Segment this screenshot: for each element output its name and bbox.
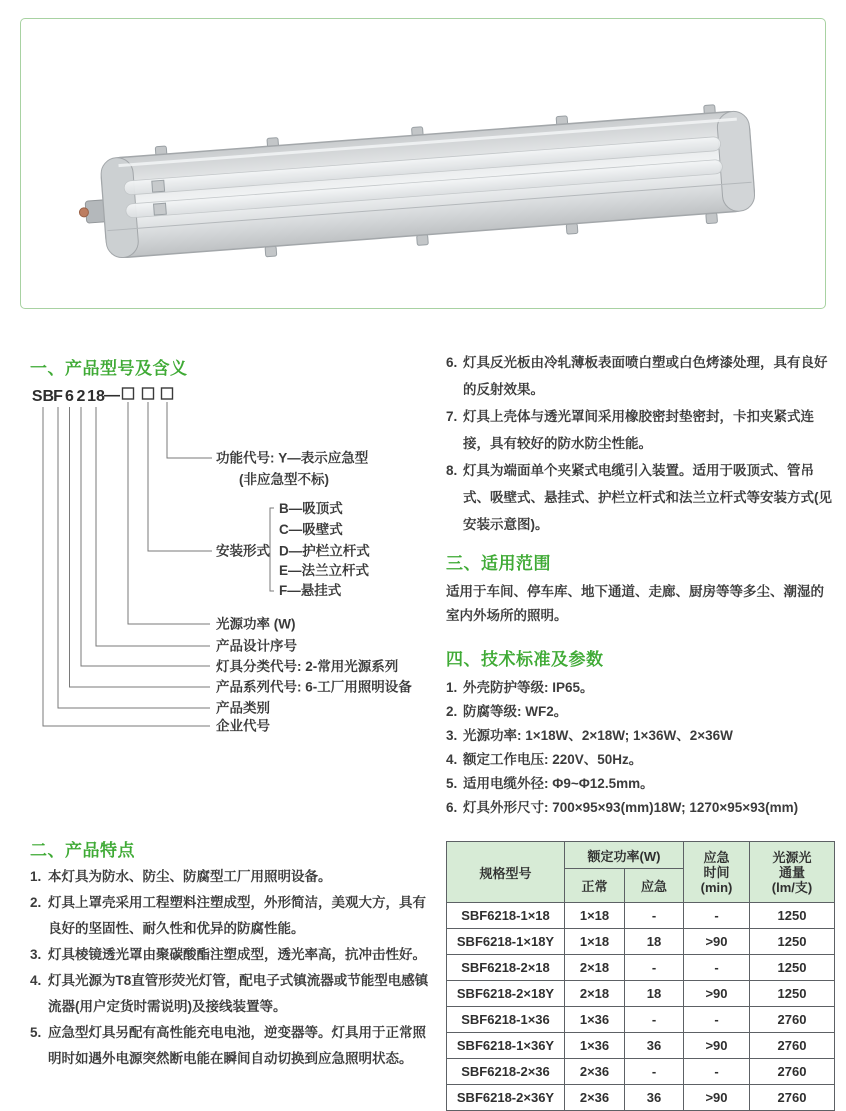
label-series: 产品系列代号: 6-工厂用照明设备	[216, 679, 412, 695]
feature-num: 5.	[30, 1025, 42, 1040]
feature-item-6	[446, 349, 832, 403]
spec-text: 外壳防护等级: IP65。	[463, 680, 594, 695]
header-line: 光源光	[772, 849, 812, 865]
cell-model: SBF6218-1×18	[447, 903, 565, 929]
scope-text: 适用于车间、停车库、地下通道、走廊、厨房等等多尘、潮湿的室内外场所的照明。	[446, 584, 824, 623]
feature-item-3	[30, 942, 432, 968]
model-box-3	[162, 388, 173, 399]
feature-text: 灯具上罩壳采用工程塑料注塑成型，外形简洁，美观大方，具有良好的坚固性、耐久性和优异的防腐性能。	[48, 895, 426, 936]
header-line: 通量	[778, 864, 805, 880]
cell-flux: 1250	[750, 903, 835, 929]
col-header-normal: 正常	[565, 869, 625, 903]
spec-table	[446, 841, 835, 1111]
model-meaning-diagram	[25, 383, 445, 751]
spec-text: 额定工作电压: 220V、50Hz。	[463, 752, 643, 767]
cell-time: >90	[684, 929, 750, 955]
cell-flux: 2760	[750, 1007, 835, 1033]
feature-num: 7.	[446, 409, 458, 424]
model-part-6: 6	[65, 388, 74, 405]
label-category: 产品类别	[216, 700, 270, 716]
section-title-specs: 四、技术标准及参数	[446, 650, 604, 669]
header-line: (lm/支)	[771, 879, 813, 895]
feature-item-2	[30, 890, 432, 942]
feature-item-4	[30, 968, 432, 1020]
spec-item-5	[446, 772, 832, 796]
cell-model: SBF6218-1×36	[447, 1007, 565, 1033]
cell-emergency: -	[625, 1059, 684, 1085]
cell-time: >90	[684, 1033, 750, 1059]
cell-normal: 2×36	[565, 1085, 625, 1111]
cell-flux: 1250	[750, 981, 835, 1007]
spec-num: 1.	[446, 680, 458, 695]
label-design: 产品设计序号	[216, 638, 297, 654]
label-class: 灯具分类代号: 2-常用光源系列	[216, 659, 399, 674]
cell-model: SBF6218-1×18Y	[447, 929, 565, 955]
spec-text: 灯具外形尺寸: 700×95×93(mm)18W; 1270×95×93(mm)	[463, 800, 799, 815]
spec-item-4	[446, 748, 832, 772]
spec-item-2	[446, 700, 832, 724]
cell-emergency: -	[625, 1007, 684, 1033]
cell-flux: 1250	[750, 929, 835, 955]
spec-text: 防腐等级: WF2。	[463, 704, 568, 719]
feature-item-7	[446, 403, 832, 457]
col-header-rated-power: 额定功率(W)	[565, 842, 684, 869]
feature-num: 4.	[30, 973, 42, 988]
spec-num: 3.	[446, 728, 458, 743]
col-header-emergency: 应急	[625, 869, 684, 903]
label-mount-option-e: E—法兰立杆式	[279, 563, 370, 578]
cell-time: -	[684, 1007, 750, 1033]
model-box-2	[143, 388, 154, 399]
section-title-features: 二、产品特点	[30, 841, 135, 860]
feature-text: 灯具为端面单个夹紧式电缆引入装置。适用于吸顶式、管吊式、吸壁式、悬挂式、护栏立杆式和法兰立杆式等安装方式(见安装示意图)。	[463, 463, 832, 532]
cell-normal: 2×18	[565, 981, 625, 1007]
label-mount-option-c: C—吸壁式	[279, 522, 343, 537]
specs-list	[446, 676, 832, 820]
label-function-note: (非应急型不标)	[239, 472, 329, 487]
feature-num: 3.	[30, 947, 42, 962]
spec-num: 5.	[446, 776, 458, 791]
feature-text: 应急型灯具另配有高性能充电电池，逆变器等。灯具用于正常照明时如遇外电源突然断电能在瞬间自动切换到应急照明状态。	[48, 1025, 426, 1066]
spec-item-1	[446, 676, 832, 700]
cell-emergency: 36	[625, 1085, 684, 1111]
label-mount: 安装形式	[216, 543, 270, 559]
label-mount-option-f: F—悬挂式	[279, 583, 342, 598]
model-dash: —	[104, 387, 120, 404]
cell-emergency: 36	[625, 1033, 684, 1059]
spec-item-6	[446, 796, 832, 820]
feature-text: 灯具棱镜透光罩由聚碳酸酯注塑成型，透光率高，抗冲击性好。	[48, 947, 426, 962]
cell-normal: 1×18	[565, 929, 625, 955]
header-line: 应急	[703, 849, 730, 865]
feature-item-1	[30, 864, 432, 890]
section-title-scope: 三、适用范围	[446, 554, 551, 573]
model-part-18: 18	[87, 388, 105, 405]
cell-emergency: -	[625, 955, 684, 981]
feature-text: 灯具反光板由冷轧薄板表面喷白塑或白色烤漆处理，具有良好的反射效果。	[463, 355, 828, 397]
table-row	[447, 929, 835, 955]
model-box-1	[123, 388, 134, 399]
cell-normal: 2×36	[565, 1059, 625, 1085]
cell-normal: 1×36	[565, 1007, 625, 1033]
feature-text: 灯具光源为T8直管形荧光灯管，配电子式镇流器或节能型电感镇流器(用户定货时需说明)及接线装置等。	[48, 973, 429, 1014]
fluorescent-fixture-image	[21, 19, 823, 306]
cell-model: SBF6218-2×36	[447, 1059, 565, 1085]
col-header-model: 规格型号	[447, 842, 565, 903]
spec-num: 2.	[446, 704, 458, 719]
cell-time: -	[684, 1059, 750, 1085]
cell-emergency: 18	[625, 981, 684, 1007]
table-row	[447, 1007, 835, 1033]
cell-normal: 1×18	[565, 903, 625, 929]
table-row	[447, 981, 835, 1007]
feature-text: 本灯具为防水、防尘、防腐型工厂用照明设备。	[48, 869, 332, 884]
product-photo-frame	[20, 18, 826, 309]
cell-model: SBF6218-2×36Y	[447, 1085, 565, 1111]
spec-num: 4.	[446, 752, 458, 767]
header-line: 时间	[703, 864, 730, 880]
model-part-sb: SB	[31, 388, 55, 405]
cell-time: -	[684, 955, 750, 981]
cell-normal: 1×36	[565, 1033, 625, 1059]
cell-flux: 2760	[750, 1085, 835, 1111]
cell-model: SBF6218-2×18Y	[447, 981, 565, 1007]
table-row	[447, 955, 835, 981]
section-title-model: 一、产品型号及含义	[30, 359, 188, 378]
cell-emergency: 18	[625, 929, 684, 955]
feature-item-5	[30, 1020, 432, 1072]
spec-text: 适用电缆外径: Φ9~Φ12.5mm。	[463, 776, 654, 791]
label-mount-option-b: B—吸顶式	[279, 501, 343, 516]
table-row	[447, 1085, 835, 1111]
spec-text: 光源功率: 1×18W、2×18W; 1×36W、2×36W	[463, 728, 733, 743]
cell-model: SBF6218-1×36Y	[447, 1033, 565, 1059]
cell-flux: 2760	[750, 1059, 835, 1085]
feature-text: 灯具上壳体与透光罩间采用橡胶密封垫密封，卡扣夹紧式连接，具有较好的防水防尘性能。	[463, 409, 814, 451]
cell-emergency: -	[625, 903, 684, 929]
cell-time: >90	[684, 981, 750, 1007]
spec-item-3	[446, 724, 832, 748]
label-power: 光源功率 (W)	[216, 616, 296, 632]
cell-flux: 2760	[750, 1033, 835, 1059]
feature-num: 2.	[30, 895, 42, 910]
header-line: (min)	[700, 879, 733, 895]
table-row	[447, 903, 835, 929]
cell-model: SBF6218-2×18	[447, 955, 565, 981]
features-list-left	[30, 864, 432, 1072]
cell-flux: 1250	[750, 955, 835, 981]
label-function: 功能代号: Y—表示应急型	[216, 450, 369, 466]
feature-item-8	[446, 457, 832, 538]
feature-num: 1.	[30, 869, 42, 884]
feature-num: 8.	[446, 463, 458, 478]
right-column	[446, 349, 832, 1111]
cell-time: >90	[684, 1085, 750, 1111]
feature-num: 6.	[446, 355, 458, 370]
model-part-f: F	[53, 388, 63, 405]
cell-normal: 2×18	[565, 955, 625, 981]
label-mount-option-d: D—护栏立杆式	[279, 543, 370, 559]
col-header-emergency-time	[684, 842, 750, 903]
cell-time: -	[684, 903, 750, 929]
table-row	[447, 1033, 835, 1059]
col-header-luminous-flux	[750, 842, 835, 903]
label-company: 企业代号	[216, 718, 270, 734]
spec-num: 6.	[446, 800, 458, 815]
model-part-2: 2	[76, 388, 86, 405]
